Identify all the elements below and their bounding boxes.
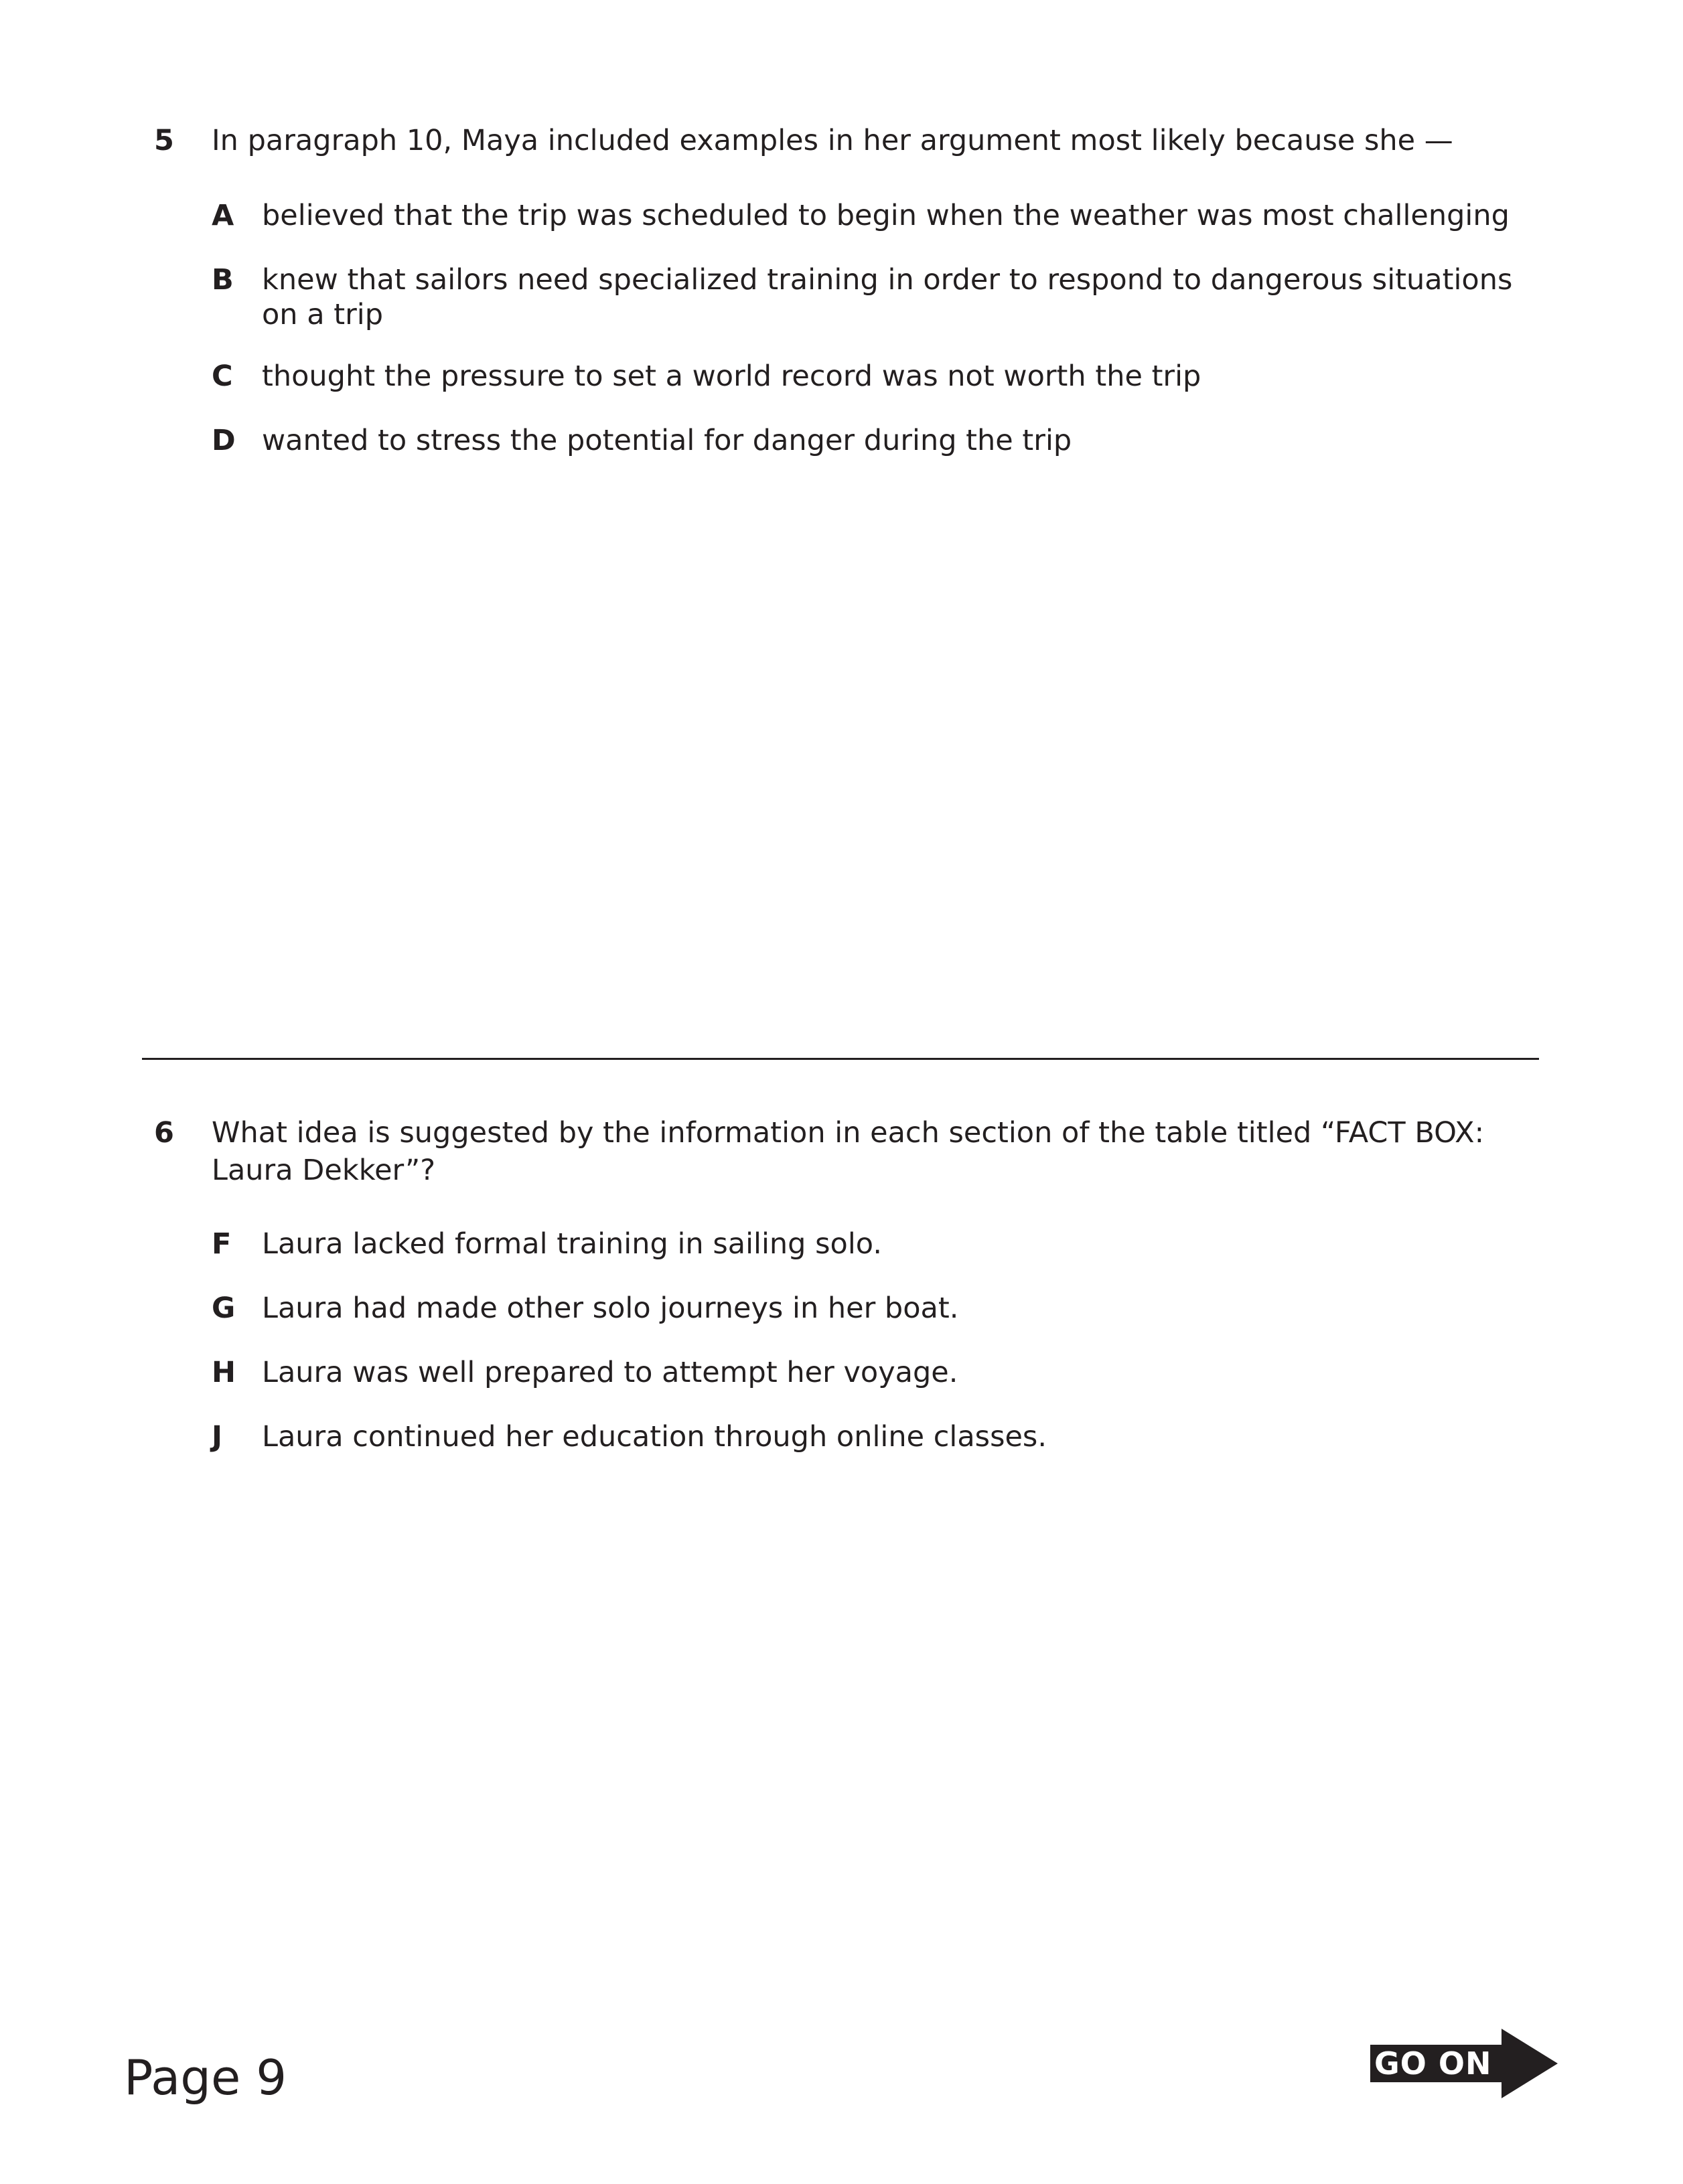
option-letter: G (212, 1292, 236, 1325)
option-text: Laura continued her education through online classes. (262, 1420, 1047, 1454)
option-letter: C (212, 360, 233, 393)
option-text: thought the pressure to set a world record was not worth the trip (262, 360, 1201, 393)
arrow-right-icon (1502, 2029, 1558, 2098)
option-text: Laura was well prepared to attempt her voyage. (262, 1356, 958, 1389)
question-number: 5 (154, 124, 174, 157)
option-letter: H (212, 1356, 236, 1389)
option-letter: F (212, 1227, 232, 1261)
question-stem: In paragraph 10, Maya included examples in her argument most likely because she — (212, 124, 1453, 157)
option-letter: A (212, 199, 234, 232)
option-text: wanted to stress the potential for danger during the trip (262, 424, 1072, 457)
go-on-label: GO ON (1374, 2045, 1492, 2082)
option-letter: J (212, 1420, 222, 1454)
go-on-button[interactable] (1370, 2029, 1558, 2098)
option-letter: B (212, 263, 234, 297)
question-number: 6 (154, 1116, 174, 1150)
option-text: knew that sailors need specialized training in order to respond to dangerous situations on a trip (262, 263, 1513, 331)
option-letter: D (212, 424, 236, 457)
option-text: believed that the trip was scheduled to begin when the weather was most challenging (262, 199, 1510, 232)
question-stem: What idea is suggested by the information in each section of the table titled “FACT BOX: Laura Dekker”? (212, 1116, 1485, 1187)
section-divider (142, 1058, 1539, 1060)
option-text: Laura lacked formal training in sailing solo. (262, 1227, 883, 1261)
page-number: Page 9 (124, 2049, 287, 2106)
option-text: Laura had made other solo journeys in her boat. (262, 1292, 959, 1325)
